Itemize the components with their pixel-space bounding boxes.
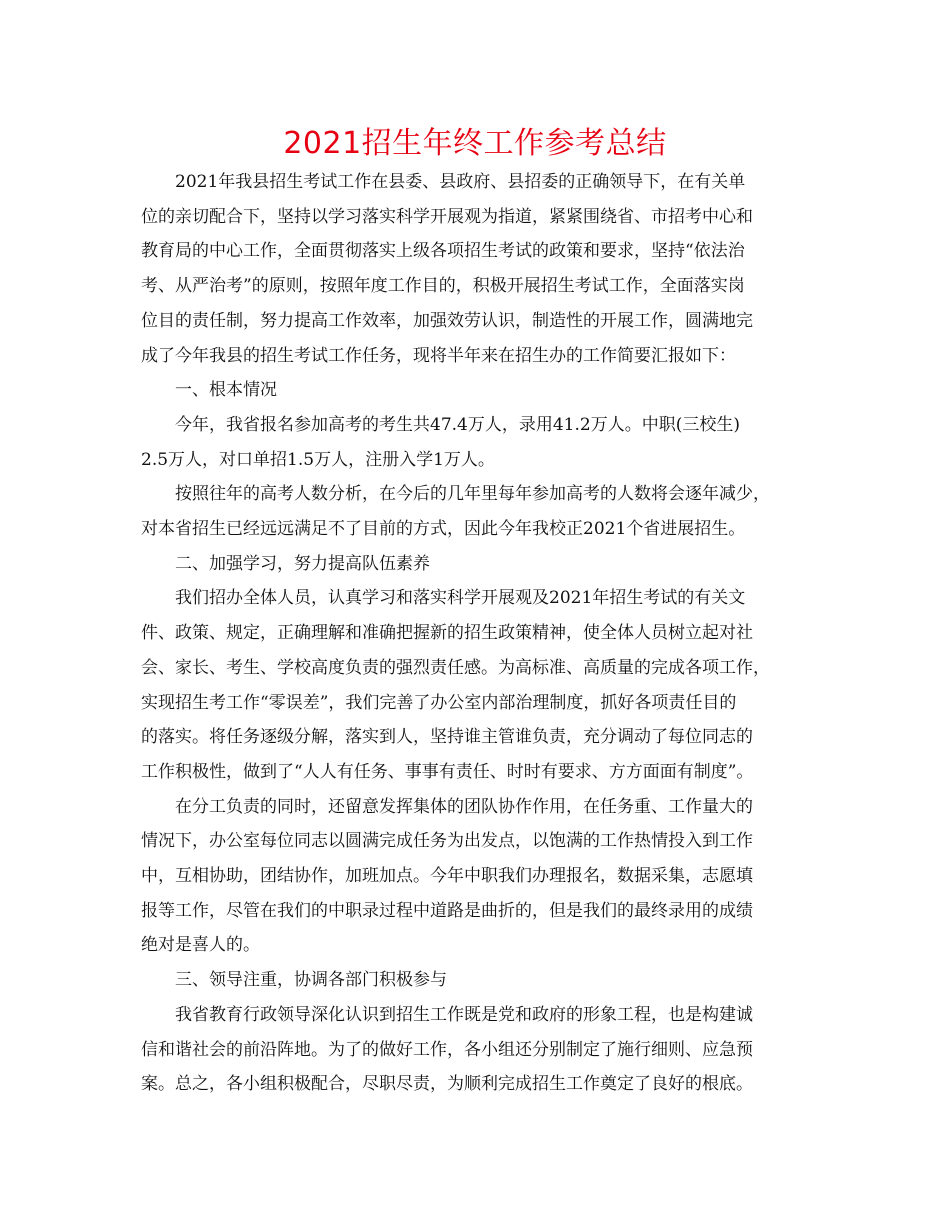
paragraph-line: 教育局的中心工作，全面贯彻落实上级各项招生考试的政策和要求，坚持“依法治 <box>141 241 745 262</box>
paragraph-line: 实现招生考工作“零误差”，我们完善了办公室内部治理制度，抓好各项责任目的 <box>141 692 737 713</box>
paragraph-line: 报等工作，尽管在我们的中职录过程中道路是曲折的，但是我们的最终录用的成绩 <box>141 900 753 921</box>
paragraph-line: 工作积极性，做到了“人人有任务、事事有责任、时时有要求、方方面面有制度”。 <box>141 761 754 782</box>
paragraph-line: 按照往年的高考人数分析，在今后的几年里每年参加高考的人数将会逐年减少， <box>175 484 770 505</box>
paragraph-line: 在分工负责的同时，还留意发挥集体的团队协作作用，在任务重、工作量大的 <box>175 796 753 817</box>
paragraph-line: 情况下，办公室每位同志以圆满完成任务为出发点，以饱满的工作热情投入到工作 <box>141 831 753 852</box>
paragraph-line: 对本省招生已经远远满足不了目前的方式，因此今年我校正2021个省进展招生。 <box>141 519 746 540</box>
paragraph-line: 会、家长、考生、学校高度负责的强烈责任感。为高标准、高质量的完成各项工作， <box>141 657 770 678</box>
paragraph-line: 绝对是喜人的。 <box>141 935 260 956</box>
paragraph-line: 我省教育行政领导深化认识到招生工作既是党和政府的形象工程，也是构建诚 <box>175 1004 753 1025</box>
body-paragraph <box>141 477 811 546</box>
paragraph-line: 成了今年我县的招生考试工作任务，现将半年来在招生办的工作简要汇报如下： <box>141 345 736 366</box>
paragraph-line: 案。总之，各小组积极配合，尽职尽责，为顺利完成招生工作奠定了良好的根底。 <box>141 1074 753 1095</box>
body-paragraph <box>141 581 811 789</box>
paragraph-line: 考、从严治考”的原则，按照年度工作目的，积极开展招生考试工作，全面落实岗 <box>141 276 745 297</box>
body-paragraph <box>141 408 811 477</box>
paragraph-line: 的落实。将任务逐级分解，落实到人，坚持谁主管谁负责，充分调动了每位同志的 <box>141 727 753 748</box>
document-body <box>141 165 811 1102</box>
paragraph-line: 我们招办全体人员，认真学习和落实科学开展观及2021年招生考试的有关文 <box>175 588 746 609</box>
paragraph-line: 件、政策、规定，正确理解和准确把握新的招生政策精神，使全体人员树立起对社 <box>141 623 753 644</box>
section-heading: 三、领导注重，协调各部门积极参与 <box>175 970 447 991</box>
section-heading: 一、根本情况 <box>175 380 277 401</box>
paragraph-line: 信和谐社会的前沿阵地。为了的做好工作，各小组还分别制定了施行细则、应急预 <box>141 1039 753 1060</box>
body-paragraph <box>141 165 811 373</box>
paragraph-line: 2021年我县招生考试工作在县委、县政府、县招委的正确领导下，在有关单 <box>175 172 746 192</box>
section-heading: 二、加强学习，努力提高队伍素养 <box>175 553 430 574</box>
paragraph-line: 中，互相协助，团结协作，加班加点。今年中职我们办理报名，数据采集，志愿填 <box>141 866 753 887</box>
paragraph-line: 2.5万人，对口单招1.5万人，注册入学1万人。 <box>141 449 495 470</box>
paragraph-line: 位的亲切配合下，坚持以学习落实科学开展观为指道，紧紧围绕省、市招考中心和 <box>141 206 753 227</box>
paragraph-line: 位目的责任制，努力提高工作效率，加强效劳认识，制造性的开展工作，圆满地完 <box>141 310 753 331</box>
document-title: 2021招生年终工作参考总结 <box>283 126 667 161</box>
body-paragraph <box>141 998 811 1102</box>
paragraph-line: 今年，我省报名参加高考的考生共47.4万人，录用41.2万人。中职(三校生) <box>175 414 740 435</box>
body-paragraph <box>141 790 811 964</box>
